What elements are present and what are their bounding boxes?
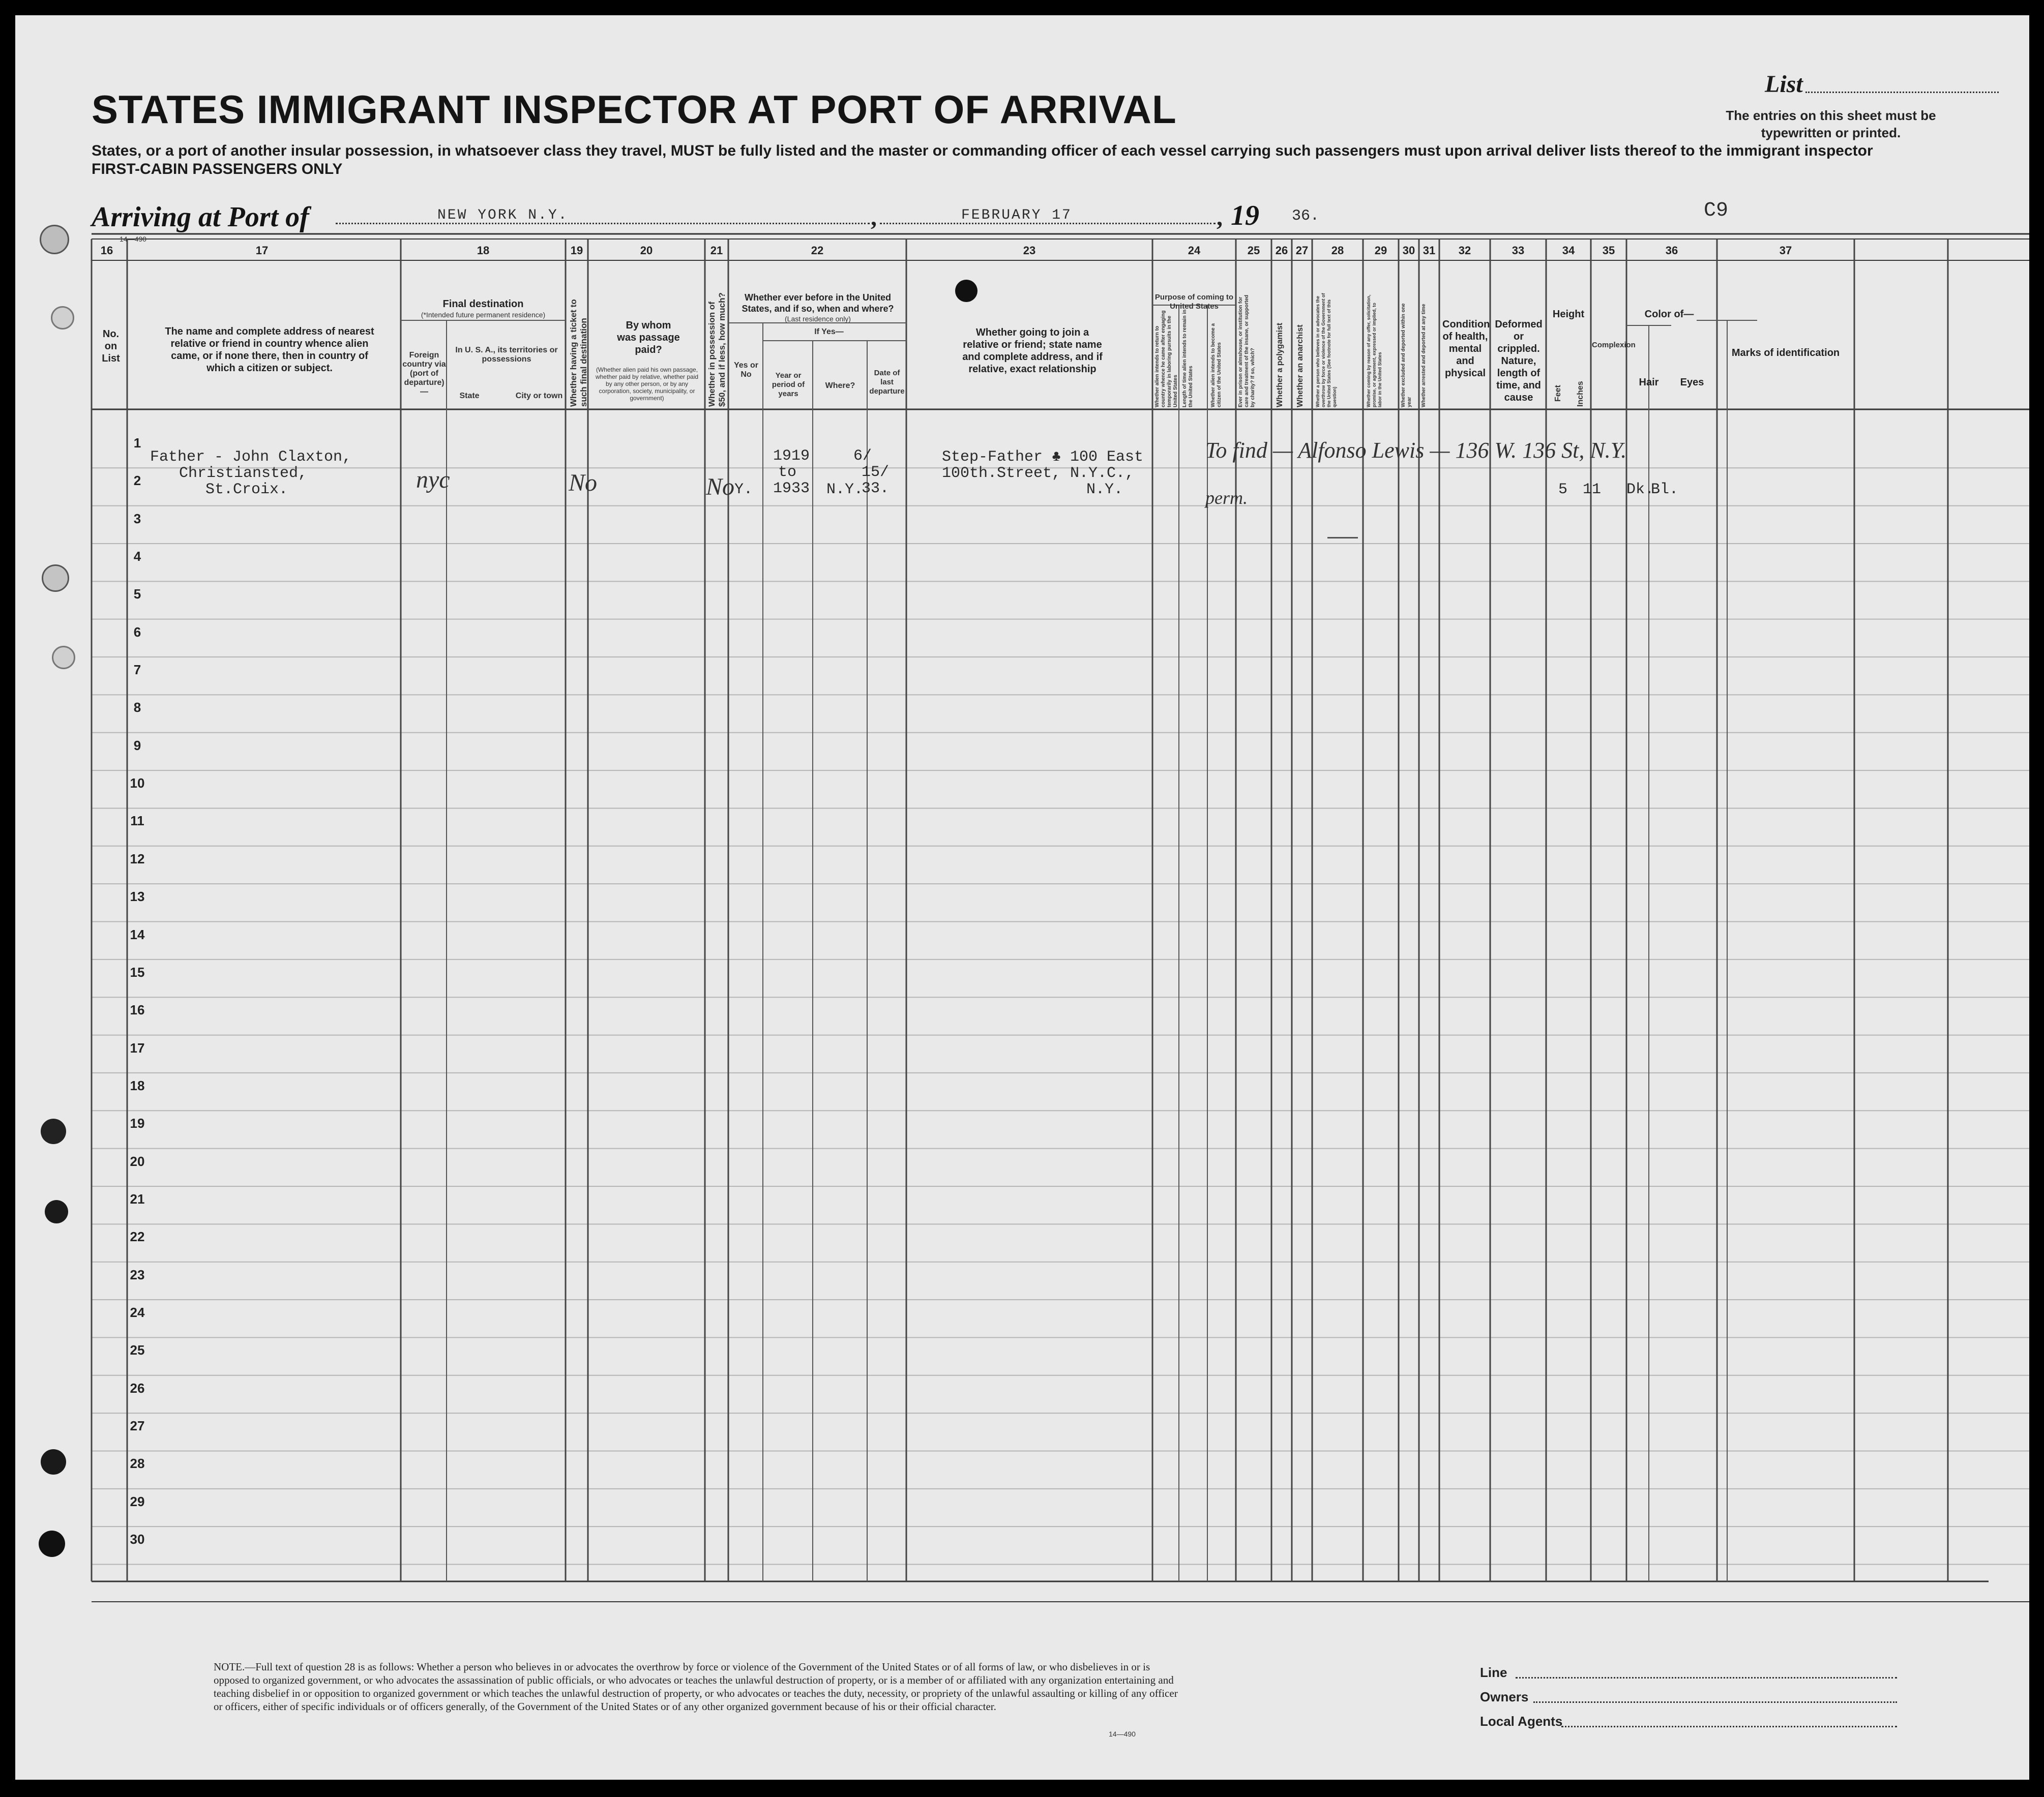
handwritten-permanent: perm. (1205, 488, 1248, 508)
owners-field (1533, 1701, 1897, 1703)
col-number-33: 33 (1512, 244, 1525, 257)
fifty-dollars-value: No (706, 473, 735, 500)
row-number: 26 (130, 1380, 145, 1396)
relative-line-3: St.Croix. (205, 481, 288, 498)
col-number-34: 34 (1562, 244, 1575, 257)
handwritten-destination: To find — Alfonso Lewis — 136 W. 136 St, N.Y. (1205, 438, 1627, 463)
col-number-17: 17 (255, 244, 269, 257)
col-number-30: 30 (1402, 244, 1415, 257)
question-28-note: NOTE.—Full text of question 28 is as follows: Whether a person who believes in or advocates the overthrow by force or violence of the Government of the United States or of all forms of law, or who disbelieves in or is opposed to organized government, or who advocates the assassination of public officials, or who advocates or teaches the unlawful destruction of property, or is a member of or affiliated with any organization entertaining and teaching disbelief in or opposition to organized government or which teaches the unlawful destruction of property, or who advocates or teaches the duty, necessity, or propriety of the unlawful assaulting or killing of any officer or officers, either of specific individuals or of officers generally, of the Government of the United States or of any other organized government because of his or their official character. (214, 1661, 1178, 1713)
row-number: 12 (130, 851, 145, 866)
departure-1: 6/ (853, 447, 872, 465)
col-22-yes-no: Yes or No (733, 361, 759, 379)
col-32-header: Condition of health, mental and physical (1442, 319, 1490, 379)
height-feet-value: 5 (1558, 481, 1568, 498)
col-20-header: By whom was passage paid? (617, 320, 680, 355)
col-number-29: 29 (1374, 244, 1387, 257)
height-inches-value: 11 (1583, 481, 1602, 498)
col-22-date: Date of last departure (869, 369, 905, 396)
year-prefix: 19 (1231, 200, 1259, 231)
page-mark: C9 (1704, 199, 1729, 222)
col-number-24: 24 (1188, 244, 1201, 257)
col-27-header: Whether an anarchist (1296, 324, 1305, 407)
line-label: Line (1480, 1665, 1507, 1680)
col-34-inches: Inches (1576, 381, 1585, 407)
before-years-2: to (778, 464, 797, 481)
row-number: 4 (133, 548, 141, 564)
col-number-31: 31 (1423, 244, 1436, 257)
col-18-foreign: Foreign country via (port of departure)— (402, 351, 446, 396)
col-22-note: (Last residence only) (785, 315, 851, 323)
col-number-27: 27 (1295, 244, 1309, 257)
dash-mark (1327, 537, 1358, 538)
row-number: 21 (130, 1191, 145, 1207)
col-34-header: Height (1552, 309, 1585, 320)
col-number-26: 26 (1275, 244, 1288, 257)
row-number: 10 (130, 775, 145, 791)
col-30-header: Whether excluded and deported within one year (1401, 303, 1412, 407)
row-number: 6 (133, 624, 141, 640)
col-number-28: 28 (1331, 244, 1344, 257)
join-line-3: N.Y. (1086, 481, 1123, 498)
col-19-header: Whether having a ticket to such final destination (569, 299, 588, 407)
col-33-header: Deformed or crippled. Nature, length of time, and cause (1495, 319, 1543, 403)
row-number: 7 (133, 662, 141, 678)
manifest-sheet (15, 15, 2029, 1780)
row-number: 9 (133, 737, 141, 753)
col-number-21: 21 (710, 244, 723, 257)
col-number-25: 25 (1247, 244, 1260, 257)
where-value: N.Y. (826, 481, 864, 498)
row-number: 11 (130, 813, 144, 829)
row-number: 23 (130, 1267, 145, 1282)
owners-label: Owners (1480, 1689, 1529, 1704)
ticket-value: No (569, 469, 598, 496)
join-line-2: 100th.Street, N.Y.C., (942, 465, 1135, 482)
col-number-36: 36 (1665, 244, 1678, 257)
before-years-3: 1933 (773, 480, 810, 497)
passenger-class: FIRST-CABIN PASSENGERS ONLY (92, 161, 343, 177)
col-18-usa: In U. S. A., its territories or possessions (455, 346, 558, 364)
col-number-16: 16 (100, 244, 113, 257)
page-title: STATES IMMIGRANT INSPECTOR AT PORT OF ARRIVAL (92, 87, 1177, 132)
col-16-header: No. on List (102, 328, 120, 364)
col-21-header: Whether in possession of $50, and if less, how much? (707, 292, 727, 407)
col-number-18: 18 (477, 244, 490, 257)
row-number: 24 (130, 1305, 145, 1321)
col-number-37: 37 (1779, 244, 1792, 257)
row-number: 18 (130, 1077, 145, 1093)
col-20-note: (Whether alien paid his own passage, whether paid by relative, whether paid by any other person, or by any corporation, society, municipality, or government) (595, 366, 699, 402)
col-24-citizen: Whether alien intends to become a citizen of the United States (1210, 323, 1222, 407)
col-26-header: Whether a polygamist (1276, 322, 1284, 407)
row-number: 17 (130, 1040, 145, 1056)
col-25-header: Ever in prison or almshouse, or institution for care and treatment of the insane, or supported by charity? If so, which? (1238, 294, 1256, 407)
departure-2: 15/ (862, 464, 890, 481)
col-36-hair: Hair (1639, 377, 1659, 388)
row-number: 22 (130, 1229, 145, 1245)
arriving-label: Arriving at Port of (92, 201, 309, 233)
col-18-header: Final destination (442, 298, 524, 310)
row-number: 5 (133, 586, 141, 602)
col-28-header: Whether a person who believes in or advocates the overthrow by force or violence of the Government of the United States (See footnote for full text of this question) (1315, 293, 1337, 407)
list-label: List (1765, 71, 1803, 98)
row-number: 20 (130, 1153, 145, 1169)
entries-note: The entries on this sheet must be typewritten or printed. (1726, 108, 1936, 140)
row-number: 27 (130, 1418, 145, 1434)
col-24-length: Length of time alien intends to remain in the United States (1182, 309, 1194, 407)
local-agents-field (1561, 1726, 1897, 1727)
eye-color-value: Bl. (1651, 481, 1679, 498)
row-number: 8 (133, 700, 141, 715)
col-22-header: Whether ever before in the United States, and if so, when and where? (742, 292, 894, 314)
col-22-year: Year or period of years (772, 371, 805, 398)
row-number: 25 (130, 1342, 145, 1358)
hair-color-value: Dk. (1626, 481, 1654, 498)
row-number: 13 (130, 889, 145, 905)
port-value: NEW YORK N.Y. (437, 207, 569, 223)
row-number: 1 (133, 435, 141, 451)
row-number: 15 (130, 964, 145, 980)
comma: , (871, 204, 877, 231)
col-number-22: 22 (811, 244, 824, 257)
departure-3: 33. (862, 480, 890, 497)
col-number-23: 23 (1023, 244, 1036, 257)
col-37-header: Marks of identification (1731, 347, 1840, 358)
local-agents-label: Local Agents (1480, 1714, 1563, 1729)
row-number: 14 (130, 926, 145, 942)
col-31-header: Whether arrested and deported at any time (1421, 304, 1427, 407)
col-36-eyes: Eyes (1680, 377, 1704, 388)
year-suffix: 36. (1292, 207, 1320, 225)
form-code: 14—490 (120, 235, 146, 243)
col-22-if-yes: If Yes— (814, 327, 844, 336)
col-number-19: 19 (570, 244, 583, 257)
row-number: 29 (130, 1493, 145, 1509)
manifest-grid (15, 15, 2029, 1780)
date-value: FEBRUARY 17 (961, 207, 1072, 223)
line-field (1516, 1677, 1897, 1679)
foreign-via-value: nyc (416, 466, 450, 493)
col-24-header: Purpose of coming to United States (1154, 293, 1234, 311)
comma: , (1217, 204, 1223, 231)
relative-line-1: Father - John Claxton, (150, 448, 352, 466)
col-number-35: 35 (1602, 244, 1615, 257)
before-years-1: 1919 (773, 447, 810, 465)
col-36-header: Color of— (1644, 309, 1694, 320)
col-17-header: The name and complete address of nearest relative or friend in country whence alien came, or if none there, then in country of which a citizen or subject. (165, 326, 374, 374)
row-number: 16 (130, 1002, 145, 1018)
col-29-header: Whether coming by reason of any offer, solicitation, promise, or agreement, expressed or implied, to labor in the United States (1366, 294, 1382, 407)
footer-form-code: 14—490 (1109, 1730, 1136, 1738)
row-number: 30 (130, 1532, 145, 1547)
page-subtitle: States, or a port of another insular possession, in whatsoever class they travel, MUST be fully listed and the master or commanding officer of each vessel carrying such passengers must upon arrival deliver lists thereof to the immigrant inspector (92, 142, 1873, 159)
col-24-return: Whether alien intends to return to country whence he came after engaging temporarily in laboring pursuits in the United States (1154, 310, 1178, 407)
relative-line-2: Christiansted, (179, 465, 308, 482)
col-number-20: 20 (640, 244, 653, 257)
col-number-32: 32 (1458, 244, 1471, 257)
col-18-state: State (459, 392, 480, 400)
col-34-feet: Feet (1554, 385, 1562, 402)
col-35-header: Complexion (1592, 341, 1636, 349)
col-23-header: Whether going to join a relative or friend; state name and complete address, and if relative, exact relationship (962, 327, 1103, 375)
row-number: 3 (133, 511, 141, 526)
col-22-where: Where? (825, 381, 855, 390)
before-yes-no-value: Y. (734, 481, 753, 498)
row-number: 19 (130, 1116, 145, 1131)
join-line-1: Step-Father ♣ 100 East (942, 448, 1144, 466)
col-18-note: (*Intended future permanent residence) (421, 311, 546, 319)
row-number: 28 (130, 1456, 145, 1472)
col-18-city: City or town (515, 392, 563, 400)
row-number: 2 (133, 473, 141, 489)
